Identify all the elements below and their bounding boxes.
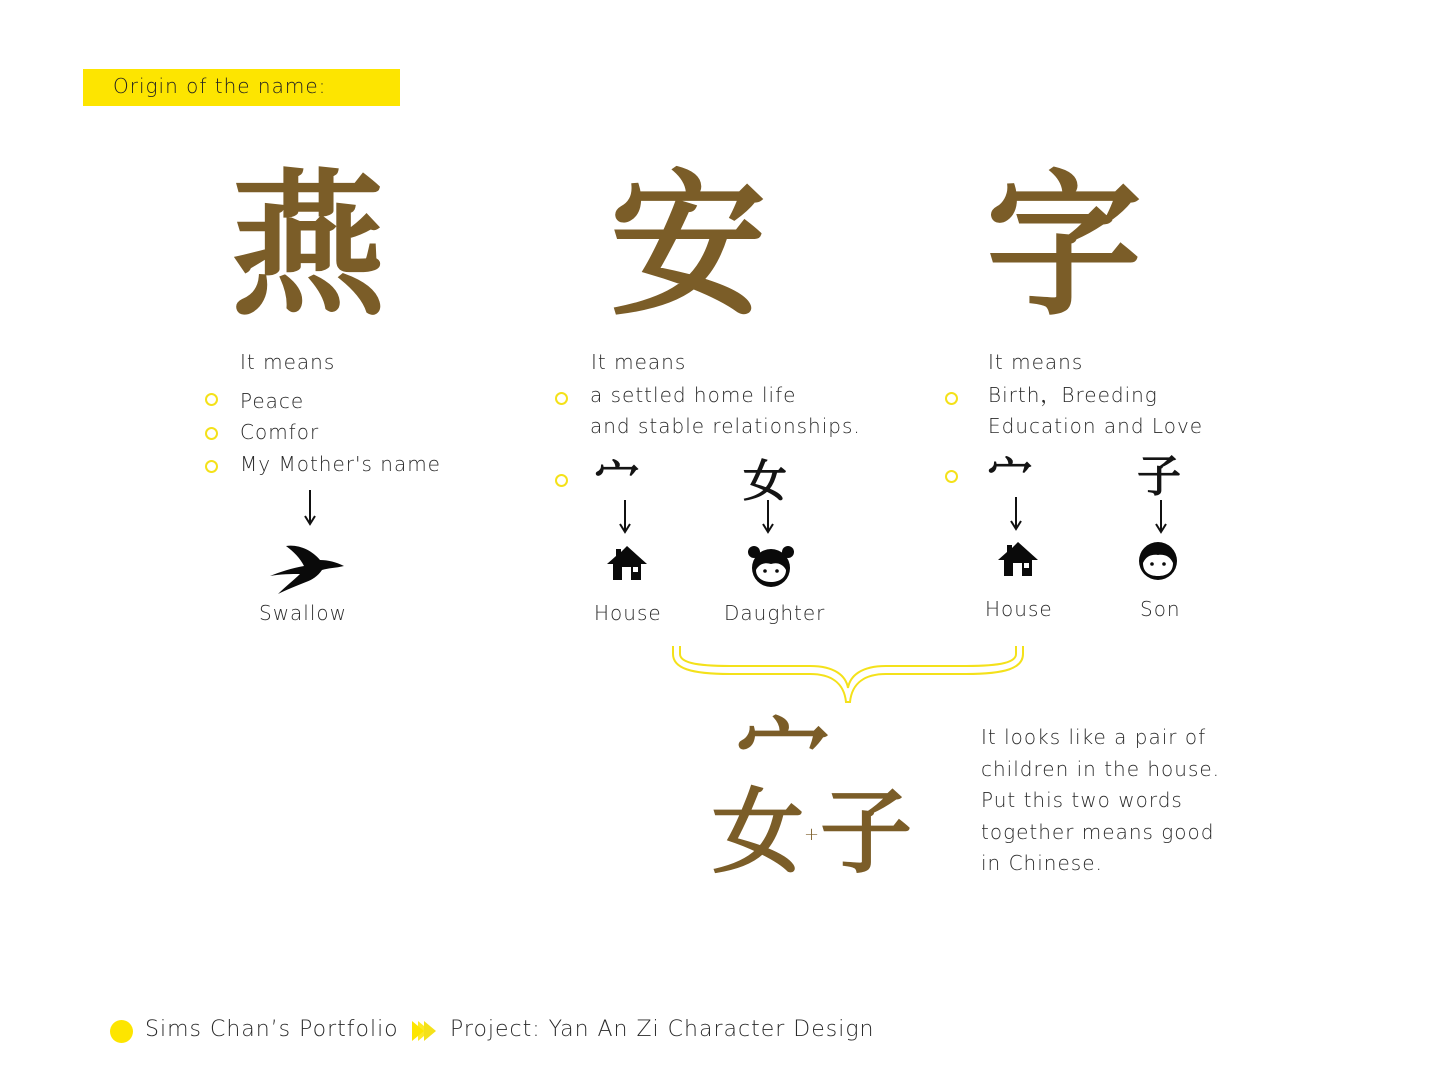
an-meaning-line1: a settled home life [590, 383, 797, 407]
footer-dot-icon [110, 1020, 133, 1043]
radical-woman: 女 [743, 456, 787, 507]
yan-meaning-peace: Peace [240, 389, 305, 413]
swallow-label: Swallow [259, 601, 348, 625]
boy-face-icon [1137, 540, 1179, 582]
down-arrow-icon [760, 500, 776, 534]
radical-child: 子 [1137, 451, 1181, 502]
yan-meaning-mother: My Mother's name [240, 452, 441, 476]
char-zi: 字 [986, 154, 1142, 337]
footer-project: Project: Yan An Zi Character Design [450, 1017, 875, 1042]
bullet-icon [205, 393, 218, 406]
description-line: together means good [981, 819, 1215, 844]
combined-woman: 女 [712, 778, 805, 886]
header-title: Origin of the name: [113, 74, 327, 98]
description-line: in Chinese. [981, 851, 1103, 875]
description-line: It looks like a pair of [981, 725, 1207, 749]
zi-intro: It means [988, 350, 1084, 374]
house-icon [997, 541, 1039, 577]
an-meaning-line2: and stable relationships. [590, 414, 861, 438]
curly-brace [670, 642, 1026, 704]
char-yan: 燕 [230, 154, 386, 337]
bullet-icon [555, 474, 568, 487]
description-line: Put this two words [981, 788, 1183, 812]
down-arrow-icon [1008, 497, 1024, 531]
zi-meaning-line1: Birth，Breeding [988, 383, 1158, 407]
daughter-label: Daughter [724, 601, 826, 625]
bullet-icon [205, 460, 218, 473]
radical-roof: 宀 [595, 454, 639, 505]
girl-face-icon [747, 542, 795, 590]
bullet-icon [555, 392, 568, 405]
radical-roof: 宀 [988, 451, 1032, 502]
down-arrow-icon [302, 490, 318, 526]
footer-portfolio: Sims Chan’s Portfolio [145, 1017, 399, 1042]
house-label: House [594, 601, 662, 625]
bullet-icon [945, 392, 958, 405]
description-line: children in the house. [981, 756, 1221, 781]
combined-child: 子 [820, 778, 913, 886]
zi-meaning-line2: Education and Love [988, 414, 1204, 438]
bullet-icon [945, 470, 958, 483]
down-arrow-icon [1153, 500, 1169, 534]
chevron-right-icon [410, 1019, 440, 1043]
son-label: Son [1140, 597, 1181, 621]
combined-roof: 宀 [737, 702, 830, 810]
down-arrow-icon [617, 500, 633, 534]
swallow-icon [268, 538, 346, 596]
char-an: 安 [610, 154, 766, 337]
an-intro: It means [591, 350, 687, 374]
house-icon [606, 545, 648, 581]
house-label: House [985, 597, 1053, 621]
bullet-icon [205, 427, 218, 440]
plus-sign: + [804, 824, 820, 845]
yan-meaning-comfor: Comfor [240, 420, 320, 444]
yan-intro: It means [240, 350, 336, 374]
description-paragraph [981, 722, 1220, 880]
